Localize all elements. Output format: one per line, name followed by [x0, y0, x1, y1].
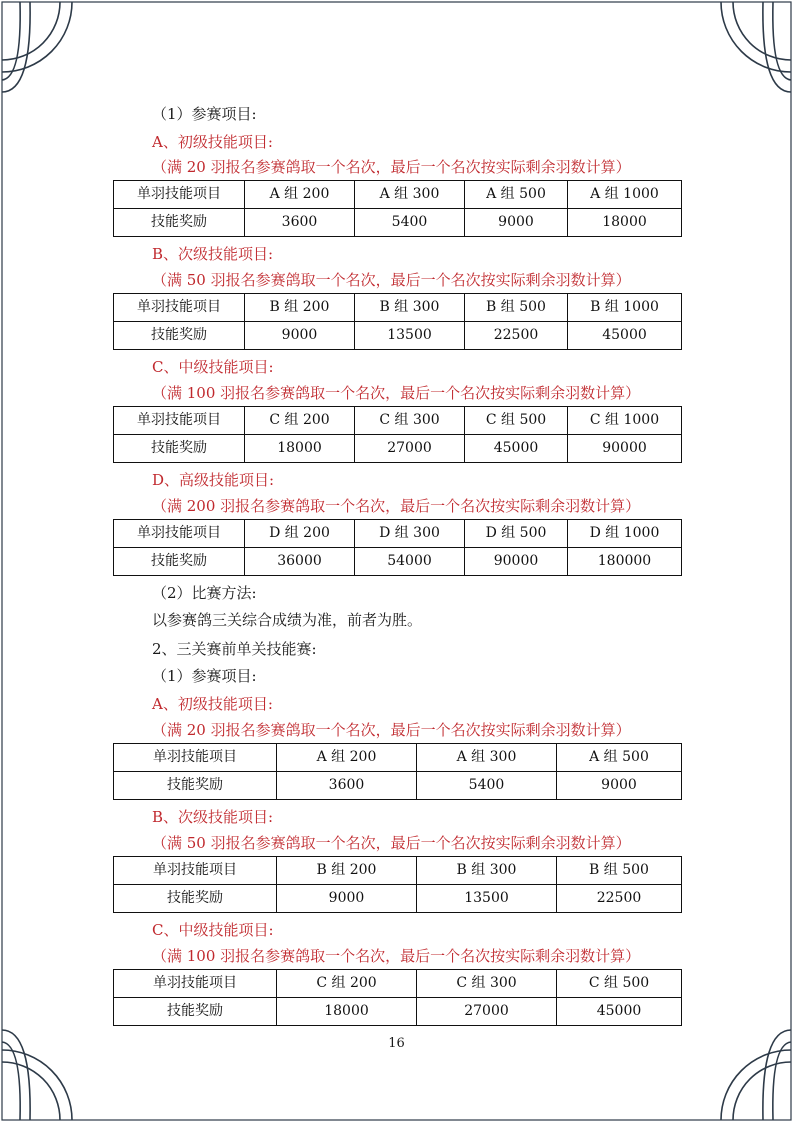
table-cell: 单羽技能项目	[114, 407, 245, 435]
reward-table-b-single	[113, 856, 682, 913]
table-cell: 22500	[557, 885, 682, 913]
group-c-heading: C、中级技能项目:	[152, 358, 274, 376]
table-cell: 技能奖励	[114, 322, 245, 350]
table-cell: A 组 200	[245, 181, 355, 209]
table-cell: D 组 500	[465, 520, 568, 548]
table-cell: C 组 500	[557, 970, 682, 998]
table-row	[114, 435, 682, 463]
page-number: 16	[388, 1036, 405, 1051]
table-cell: B 组 200	[277, 857, 417, 885]
table-cell: A 组 200	[277, 744, 417, 772]
table-cell: A 组 300	[417, 744, 557, 772]
table-row	[114, 209, 682, 237]
table-cell: 单羽技能项目	[114, 970, 277, 998]
group-a-heading: A、初级技能项目:	[152, 133, 273, 151]
table-cell: 90000	[465, 548, 568, 576]
group-d-heading: D、高级技能项目:	[152, 471, 275, 489]
table-cell: C 组 200	[245, 407, 355, 435]
table-row	[114, 294, 682, 322]
table-cell: 技能奖励	[114, 548, 245, 576]
table-row	[114, 998, 682, 1026]
table-cell: 3600	[245, 209, 355, 237]
table-cell: B 组 1000	[568, 294, 682, 322]
table-cell: 18000	[245, 435, 355, 463]
group-c-heading-2: C、中级技能项目:	[152, 921, 274, 939]
entry-items-heading: （1）参赛项目:	[152, 105, 257, 123]
table-cell: D 组 1000	[568, 520, 682, 548]
table-cell: A 组 500	[557, 744, 682, 772]
table-row	[114, 548, 682, 576]
reward-table-c-single	[113, 969, 682, 1026]
section-2-title: 2、三关赛前单关技能赛:	[152, 640, 317, 658]
table-cell: B 组 200	[245, 294, 355, 322]
table-cell: B 组 300	[355, 294, 465, 322]
reward-table-d	[113, 519, 682, 576]
group-c-note: （满 100 羽报名参赛鸽取一个名次，最后一个名次按实际剩余羽数计算）	[152, 384, 641, 402]
table-cell: 18000	[568, 209, 682, 237]
competition-method-text: 以参赛鸽三关综合成绩为准，前者为胜。	[152, 611, 423, 629]
table-cell: A 组 300	[355, 181, 465, 209]
table-cell: 27000	[417, 998, 557, 1026]
table-row	[114, 772, 682, 800]
table-cell: 技能奖励	[114, 998, 277, 1026]
group-a-note: （满 20 羽报名参赛鸽取一个名次，最后一个名次按实际剩余羽数计算）	[152, 158, 631, 176]
table-cell: A 组 500	[465, 181, 568, 209]
table-cell: 13500	[355, 322, 465, 350]
table-cell: C 组 500	[465, 407, 568, 435]
reward-table-b	[113, 293, 682, 350]
table-row	[114, 970, 682, 998]
table-cell: B 组 500	[465, 294, 568, 322]
table-cell: 技能奖励	[114, 885, 277, 913]
table-row	[114, 322, 682, 350]
reward-table-a	[113, 180, 682, 237]
table-row	[114, 885, 682, 913]
table-cell: 22500	[465, 322, 568, 350]
table-cell: 27000	[355, 435, 465, 463]
group-b-note: （满 50 羽报名参赛鸽取一个名次，最后一个名次按实际剩余羽数计算）	[152, 271, 631, 289]
table-cell: 单羽技能项目	[114, 857, 277, 885]
group-b-heading-2: B、次级技能项目:	[152, 808, 274, 826]
table-row	[114, 520, 682, 548]
table-cell: 3600	[277, 772, 417, 800]
entry-items-heading-2: （1）参赛项目:	[152, 667, 257, 685]
table-cell: 5400	[355, 209, 465, 237]
table-cell: C 组 300	[355, 407, 465, 435]
table-row	[114, 857, 682, 885]
table-cell: 技能奖励	[114, 772, 277, 800]
table-cell: 9000	[557, 772, 682, 800]
table-cell: C 组 300	[417, 970, 557, 998]
table-cell: A 组 1000	[568, 181, 682, 209]
table-cell: 9000	[465, 209, 568, 237]
group-b-note-2: （满 50 羽报名参赛鸽取一个名次，最后一个名次按实际剩余羽数计算）	[152, 834, 631, 852]
table-cell: B 组 500	[557, 857, 682, 885]
table-row	[114, 407, 682, 435]
table-cell: D 组 300	[355, 520, 465, 548]
group-d-note: （满 200 羽报名参赛鸽取一个名次，最后一个名次按实际剩余羽数计算）	[152, 497, 641, 515]
group-b-heading: B、次级技能项目:	[152, 245, 274, 263]
table-row	[114, 744, 682, 772]
group-c-note-2: （满 100 羽报名参赛鸽取一个名次，最后一个名次按实际剩余羽数计算）	[152, 947, 641, 965]
table-cell: 90000	[568, 435, 682, 463]
table-cell: 18000	[277, 998, 417, 1026]
table-row	[114, 181, 682, 209]
table-cell: 单羽技能项目	[114, 294, 245, 322]
table-cell: 45000	[568, 322, 682, 350]
table-cell: 技能奖励	[114, 209, 245, 237]
table-cell: B 组 300	[417, 857, 557, 885]
reward-table-a-single	[113, 743, 682, 800]
table-cell: 54000	[355, 548, 465, 576]
group-a-heading-2: A、初级技能项目:	[152, 695, 273, 713]
table-cell: 单羽技能项目	[114, 520, 245, 548]
table-cell: 单羽技能项目	[114, 744, 277, 772]
table-cell: C 组 1000	[568, 407, 682, 435]
table-cell: C 组 200	[277, 970, 417, 998]
table-cell: 180000	[568, 548, 682, 576]
table-cell: 45000	[465, 435, 568, 463]
table-cell: 9000	[277, 885, 417, 913]
table-cell: 13500	[417, 885, 557, 913]
group-a-note-2: （满 20 羽报名参赛鸽取一个名次，最后一个名次按实际剩余羽数计算）	[152, 721, 631, 739]
reward-table-c	[113, 406, 682, 463]
table-cell: 单羽技能项目	[114, 181, 245, 209]
competition-method-heading: （2）比赛方法:	[152, 584, 257, 602]
table-cell: 36000	[245, 548, 355, 576]
table-cell: 技能奖励	[114, 435, 245, 463]
table-cell: 5400	[417, 772, 557, 800]
table-cell: 9000	[245, 322, 355, 350]
table-cell: D 组 200	[245, 520, 355, 548]
table-cell: 45000	[557, 998, 682, 1026]
